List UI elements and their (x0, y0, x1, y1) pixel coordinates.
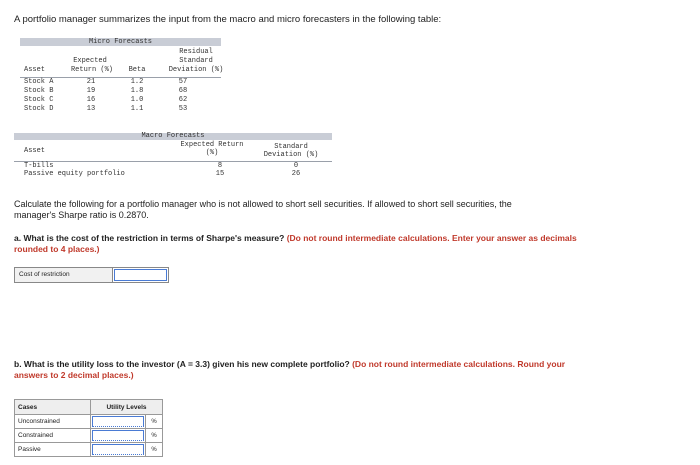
cell-beta: 1.2 (130, 78, 144, 86)
table-row (15, 415, 163, 429)
cost-restriction-row (14, 267, 169, 283)
utility-table (14, 399, 163, 457)
macro-title: Macro Forecasts (141, 132, 205, 140)
case-label: Passive (15, 443, 91, 457)
table-row (14, 170, 332, 178)
hdr-asset: Asset (24, 66, 46, 74)
table-row (20, 96, 221, 105)
cell-sd: 68 (178, 87, 188, 95)
case-label: Constrained (15, 429, 91, 443)
micro-forecasts-table (20, 38, 224, 114)
utility-header-row (15, 400, 163, 415)
macro-header (14, 140, 332, 162)
question-a-text: a. What is the cost of the restriction in terms of Sharpe's measure? (14, 233, 285, 243)
utility-input-field[interactable] (92, 416, 144, 427)
question-a (14, 233, 584, 255)
table-row (14, 162, 332, 170)
utility-input-passive[interactable] (91, 443, 146, 457)
table-row (20, 78, 221, 87)
hdr-expected-2: Return (%) (70, 66, 113, 74)
utility-input-unconstrained[interactable] (91, 415, 146, 429)
problem-paragraph: Calculate the following for a portfolio manager who is not allowed to short sell securities. If allowed to short sell securities, the manager's Sharpe ratio is 0.2870. (14, 199, 512, 220)
hdr-sd-1: Standard (274, 143, 308, 151)
hdr-residual-3: Deviation (%) (168, 66, 224, 74)
cell-asset: T-bills (24, 162, 54, 170)
cell-sd: 0 (293, 162, 299, 170)
question-b-instruction: (Do not round intermediate calculations. Round your answers to 2 decimal places.) (14, 359, 566, 380)
cell-return: 19 (86, 87, 96, 95)
table-row (15, 443, 163, 457)
question-b-text: b. What is the utility loss to the investor (A = 3.3) given his new complete portfolio? (14, 359, 350, 369)
question-b (14, 359, 584, 381)
percent-unit: % (146, 429, 163, 443)
cell-asset: Stock B (24, 87, 54, 95)
cell-beta: 1.8 (130, 87, 144, 95)
hdr-residual-1: Residual (179, 48, 213, 56)
cell-return: 8 (217, 162, 223, 170)
macro-title-band (14, 133, 332, 140)
cell-asset: Stock D (24, 105, 54, 113)
question-a-instruction: (Do not round intermediate calculations. Enter your answer as decimals rounded to 4 places.) (14, 233, 577, 254)
table-row (20, 105, 221, 114)
micro-title-band (20, 38, 221, 46)
percent-unit: % (146, 443, 163, 457)
col-cases: Cases (15, 400, 91, 415)
hdr-expected-1: Expected (73, 57, 107, 65)
hdr-beta: Beta (128, 66, 146, 74)
macro-forecasts-table (14, 133, 332, 178)
hdr-asset: Asset (24, 147, 46, 155)
cell-return: 16 (86, 96, 96, 104)
cell-sd: 57 (178, 78, 188, 86)
col-utility-levels: Utility Levels (91, 400, 163, 415)
percent-unit: % (146, 415, 163, 429)
cell-sd: 53 (178, 105, 188, 113)
cell-return: 15 (215, 170, 225, 178)
utility-input-field[interactable] (92, 444, 144, 455)
utility-input-field[interactable] (92, 430, 144, 441)
cell-asset: Stock A (24, 78, 54, 86)
cell-beta: 1.1 (130, 105, 144, 113)
table-row (20, 87, 221, 96)
hdr-expected-return-2: (%) (205, 149, 219, 157)
cell-sd: 62 (178, 96, 188, 104)
utility-input-constrained[interactable] (91, 429, 146, 443)
cell-asset: Passive equity portfolio (24, 170, 125, 178)
hdr-sd-2: Deviation (%) (263, 151, 319, 159)
cost-restriction-label: Cost of restriction (15, 268, 113, 282)
cost-restriction-input[interactable] (114, 269, 167, 281)
case-label: Unconstrained (15, 415, 91, 429)
hdr-residual-2: Standard (179, 57, 213, 65)
intro-text: A portfolio manager summarizes the input from the macro and micro forecasters in the following table: (14, 14, 442, 25)
cell-return: 13 (86, 105, 96, 113)
cell-beta: 1.0 (130, 96, 144, 104)
cell-sd: 26 (291, 170, 301, 178)
hdr-expected-return-1: Expected Return (180, 141, 244, 149)
cell-return: 21 (86, 78, 96, 86)
cell-asset: Stock C (24, 96, 54, 104)
table-row (15, 429, 163, 443)
micro-title: Micro Forecasts (88, 38, 152, 46)
micro-header (20, 46, 224, 78)
